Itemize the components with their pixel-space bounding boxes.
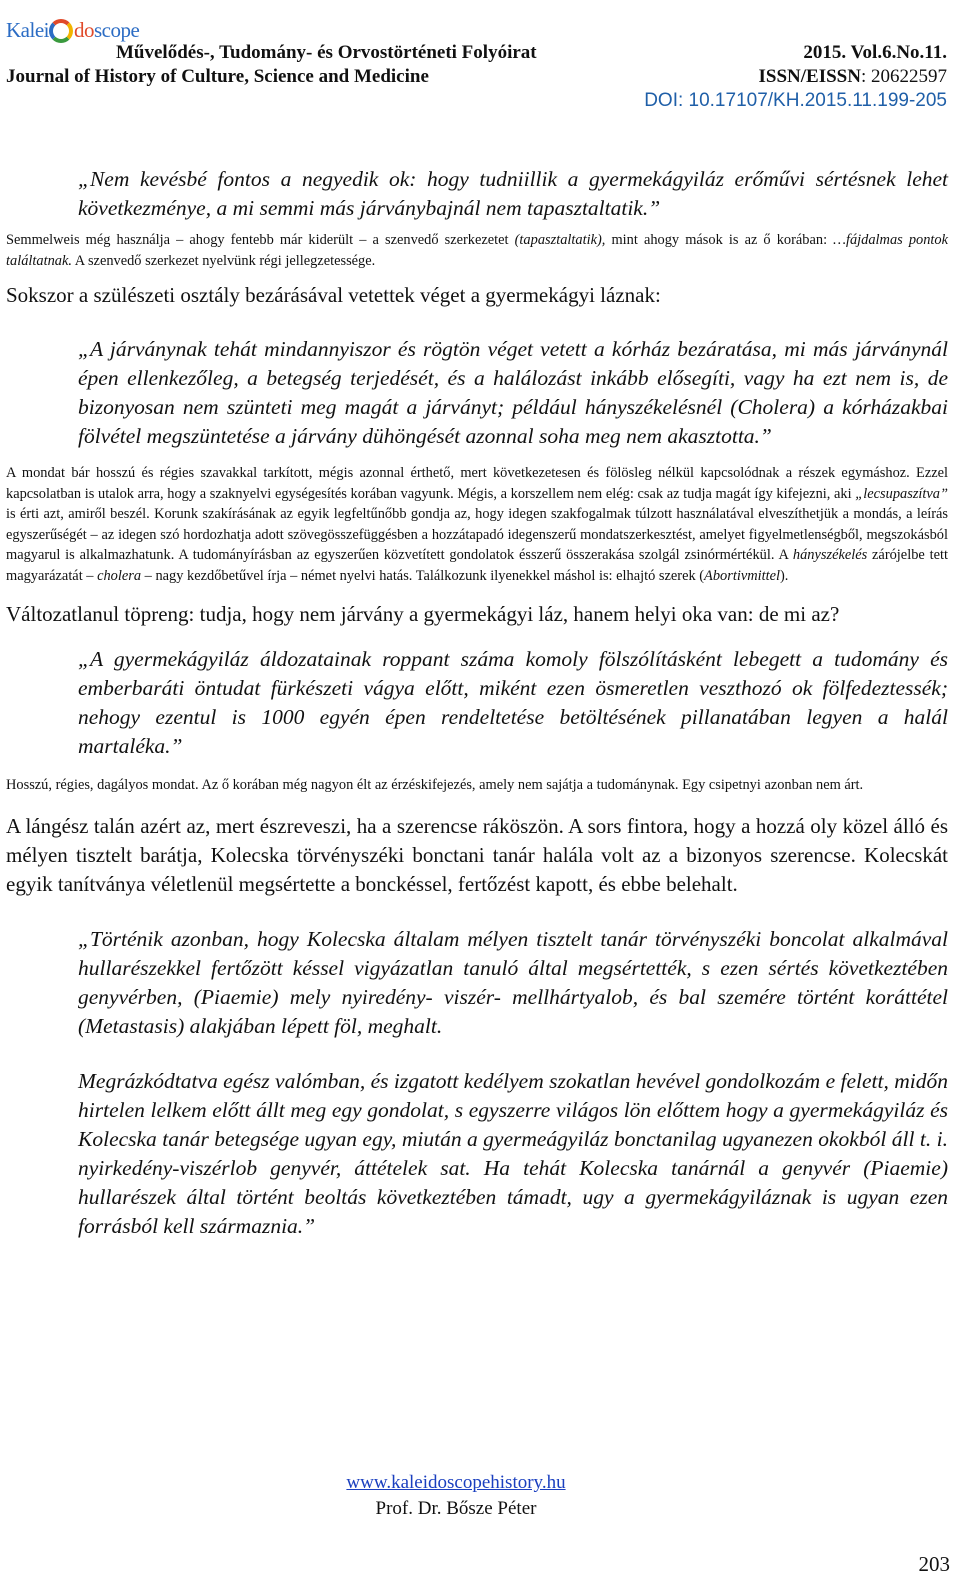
commentary-1-text-a: Semmelweis még használja – ahogy fentebb már kiderült – a szenvedő szerkezetet bbox=[6, 232, 515, 248]
issn-value: : 20622597 bbox=[860, 66, 947, 87]
logo-part-3: scope bbox=[93, 17, 140, 42]
paragraph-3: A lángész talán azért az, mert észreveszi, ha a szerencse ráköszön. A sors fintora, hogy a hozzá oly közel álló és mélyen tisztelt barátja, Kolecska törvényszéki bonctani tanár halála volt az a bizonyos szerencse. Kolecskát egyik tanítványa véletlenül megsértette a bonckéssel, fertőzést kapott, és ebbe belehalt. bbox=[6, 813, 948, 896]
page-number: 203 bbox=[918, 1552, 950, 1576]
logo-wordmark bbox=[6, 18, 49, 43]
logo-ring-icon bbox=[49, 19, 73, 43]
paragraph-1: Sokszor a szülészeti osztály bezárásával vetettek véget a gyermekágyi láznak: bbox=[6, 283, 661, 307]
logo-part-1: Kalei bbox=[6, 17, 49, 42]
quote-block-1: „Nem kevésbé fontos a negyedik ok: hogy tudniillik a gyermekágyiláz erőművi sértésnek lehet következménye, a mi semmi más járványbajnál nem tapasztaltatik.” bbox=[78, 167, 948, 220]
journal-title-english: Journal of History of Culture, Science and Medicine bbox=[6, 66, 429, 87]
commentary-2 bbox=[6, 463, 948, 586]
commentary-1-text-d: …fájdalmas pontok találtatnak. bbox=[6, 232, 948, 269]
logo-part-2: do bbox=[73, 17, 94, 42]
paragraph-2: Változatlanul töpreng: tudja, hogy nem járvány a gyermekágyi láz, hanem helyi oka van: de mi az? bbox=[6, 602, 840, 626]
logo-wordmark-2 bbox=[74, 18, 139, 43]
commentary-2-text-c: is érti azt, amiről beszél. Korunk szakírásának az egyik legfeltűnőbb gondja az, hogy idegen szakfogalmak túlzott használatával elveszíthetjük a mondás, a leírás egyszerűségét – az idegen szó hordozhatja adott szövegösszefüggésben a hozzátapadó idegenszerű mondatszerkesztést, amelyet figyelmetlenségből, megszokásból magyarul is alkalmazhatunk. A tudományírásban az egyszerűen közvetített gondolatok ésszerű összerakása szolgál zsinórmértékül. A bbox=[6, 506, 948, 563]
commentary-2-text-h: Abortivmittel bbox=[704, 567, 780, 584]
commentary-2-text-f: cholera bbox=[97, 567, 142, 584]
commentary-1-text-e: A szenvedő szerkezet nyelvünk régi jellegzetessége. bbox=[71, 252, 376, 269]
commentary-2-text-a: A mondat bár hosszú és régies szavakkal tarkított, mégis azonnal érthető, mert következetesen és fölösleg nélkül kapcsolódnak a részek egymáshoz. Ezzel kapcsolatban is utalok arra, hogy a szaknyelvi egységesítés korában vagyunk. Mégis, a korszellem nem elég: csak az tudja magát így kifejezni, aki bbox=[6, 465, 948, 502]
issn-label: ISSN/EISSN bbox=[758, 66, 861, 87]
commentary-1-text-b: (tapasztaltatik), bbox=[514, 232, 606, 248]
journal-issn bbox=[759, 66, 947, 88]
quote-block-3: „A gyermekágyiláz áldozatainak roppant száma komoly fölszólításként lebegett a tudomány és emberbaráti öntudat fürkészeti vágya előtt, miként ezen ösmeretlen veszthozó ok fölfedeztessék; nehogy ezentul is 1000 egyén épen rendeltetése betöltésének pillanatában legyen a halál martaléka.” bbox=[78, 647, 948, 758]
journal-volume: 2015. Vol.6.No.11. bbox=[803, 42, 947, 63]
quote-block-4: „Történik azonban, hogy Kolecska általam mélyen tisztelt tanár törvényszéki boncolat alkalmával hullarészekkel fertőzött késsel vigyázatlan tanuló által megsértették, s ezen sértés következtében genyvérben, (Piaemie) mely nyiredény- viszér- mellhártyalob, és bal szemére történt koráttétel (Metastasis) alakjában lépett föl, meghalt. bbox=[78, 926, 948, 1038]
commentary-2-text-e: zárójelbe tett magyarázatát – bbox=[6, 547, 948, 584]
quote-block-5: Megrázkódtatva egész valómban, és izgatott kedélyem szokatlan hevével gondolkozám e felett, midőn hirtelen lelkem előtt állt meg egy gondolat, s egyszerre világos lön előttem hogy a gyermekágyiláz és Kolecska tanár betegsége ugyan egy, miután a gyermeágyiláz bonctanilag ugyanezen okokból áll t. i. nyirkedény-viszérlob genyvér, áttételek sat. Ha tehát Kolecska tanárnál a genyvér (Piaemie) hullarészek által történt beoltás következtében támadt, ugy a gyermekágyiláznak is ugyan ezen forrásból kell származnia.” bbox=[78, 1068, 948, 1238]
quote-block-2: „A járványnak tehát mindannyiszor és rögtön véget vetett a kórház bezáratása, mi más járványnál épen ellenkezőleg, a betegség terjedését, és a halálozást inkább elősegíti, vagy ha ezt nem is, de bizonyosan nem szünteti meg magát a járványt; például hányszékelésnél (Cholera) a kórházakbai fölvétel megszüntetése a járvány dühöngését azonnal soha meg nem akasztotta.” bbox=[78, 337, 948, 448]
journal-website-link[interactable]: www.kaleidoscopehistory.hu bbox=[346, 1472, 566, 1493]
article-author: Prof. Dr. Bősze Péter bbox=[375, 1498, 537, 1519]
journal-doi: DOI: 10.17107/KH.2015.11.199-205 bbox=[644, 90, 947, 111]
commentary-1 bbox=[6, 230, 948, 271]
commentary-2-text-i: ). bbox=[779, 567, 789, 584]
commentary-2-text-d: hányszékelés bbox=[792, 547, 868, 563]
journal-title-hungarian: Művelődés-, Tudomány- és Orvostörténeti Folyóirat bbox=[116, 42, 537, 63]
commentary-3: Hosszú, régies, dagályos mondat. Az ő korában még nagyon élt az érzéskifejezés, amely nem sajátja a tudománynak. Egy csipetnyi azonban nem árt. bbox=[6, 777, 864, 793]
article-body bbox=[6, 165, 948, 1241]
commentary-1-text-c: mint ahogy mások is az ő korában: bbox=[605, 232, 834, 248]
commentary-2-text-g: – nagy kezdőbetűvel írja – német nyelvi hatás. Találkozunk ilyenekkel máshol is: elhajtó szerek ( bbox=[141, 567, 705, 584]
commentary-2-text-b: „lecsupaszítva” bbox=[855, 485, 948, 502]
